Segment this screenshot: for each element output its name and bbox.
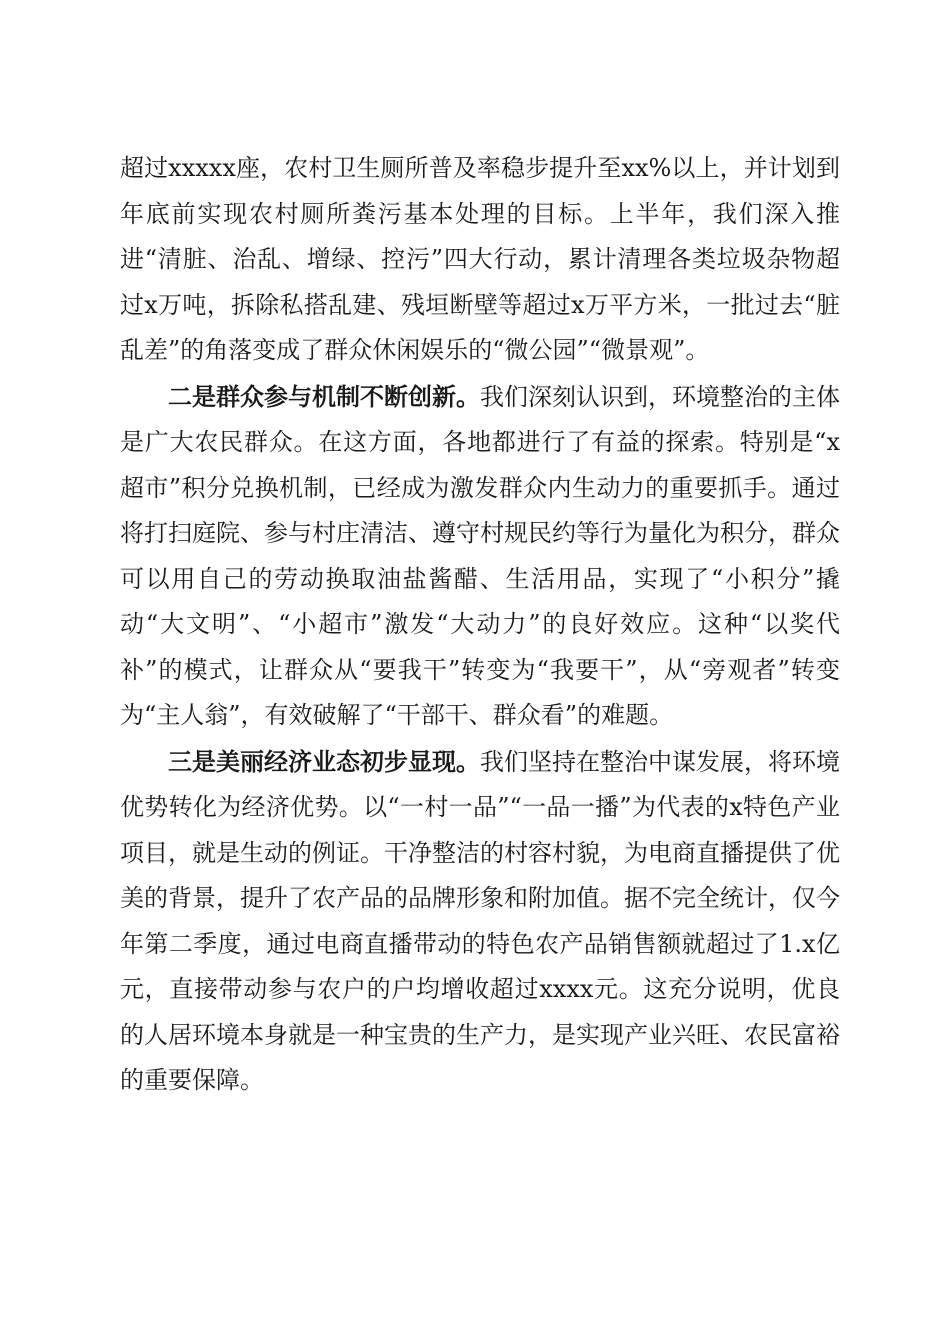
paragraph-3-text: 我们坚持在整治中谋发展，将环境优势转化为经济优势。以“一村一品”“一品一播”为代表的x特色产业项目，就是生动的例证。干净整洁的村容村貌，为电商直播提供了优美的背景，提升了农产品的品牌形象和附加值。据不完全统计，仅今年第二季度，通过电商直播带动的特色农产品销售额就超过了1.x亿元，直接带动参与农户的户均增收超过xxxx元。这充分说明，优良的人居环境本身就是一种宝贵的生产力，是实现产业兴旺、农民富裕的重要保障。 — [120, 747, 840, 1094]
paragraph-3-heading: 三是美丽经济业态初步显现。 — [168, 746, 480, 776]
paragraph-2 — [120, 374, 840, 739]
paragraph-3 — [120, 739, 840, 1104]
paragraph-1 — [120, 146, 840, 374]
paragraph-1-text: 超过xxxxx座，农村卫生厕所普及率稳步提升至xx%以上，并计划到年底前实现农村厕所粪污基本处理的目标。上半年，我们深入推进“清脏、治乱、增绿、控污”四大行动，累计清理各类垃圾杂物超过x万吨，拆除私搭乱建、残垣断壁等超过x万平方米，一批过去“脏乱差”的角落变成了群众休闲娱乐的“微公园”“微景观”。 — [120, 154, 840, 364]
document-body — [120, 146, 840, 1104]
paragraph-2-text: 我们深刻认识到，环境整治的主体是广大农民群众。在这方面，各地都进行了有益的探索。特别是“x超市”积分兑换机制，已经成为激发群众内生动力的重要抓手。通过将打扫庭院、参与村庄清洁、遵守村规民约等行为量化为积分，群众可以用自己的劳动换取油盐酱醋、生活用品，实现了“小积分”撬动“大文明”、“小超市”激发“大动力”的良好效应。这种“以奖代补”的模式，让群众从“要我干”转变为“我要干”，从“旁观者”转变为“主人翁”，有效破解了“干部干、群众看”的难题。 — [120, 382, 840, 729]
paragraph-2-heading: 二是群众参与机制不断创新。 — [168, 381, 480, 411]
